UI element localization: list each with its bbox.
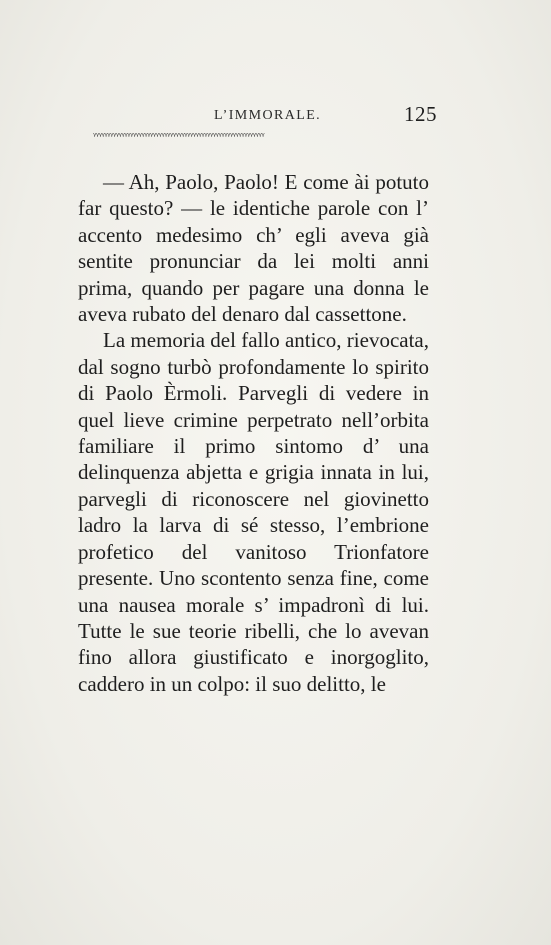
paragraph-2: La memoria del fallo antico, rievocata, dal sogno turbò profondamente lo spirito di Paolo Èrmoli. Parvegli di vedere in quel lieve crimine perpetrato nell’orbita familiare il primo sintomo d’ una delinquenza abjetta e grigia innata in lui, parvegli di riconoscere nel giovinetto ladro la larva di sé stesso, l’embrione profetico del vanitoso Trionfatore presente. Uno scontento senza fine, come una nausea morale s’ impadronì di lui. Tutte le sue teorie ribelli, che lo avevan fino allora giustificato e inorgoglito, caddero in un colpo: il suo delitto, le bbox=[78, 328, 429, 696]
page-header bbox=[92, 102, 437, 128]
paragraph-1: — Ah, Paolo, Paolo! E come ài potuto far questo? — le identiche parole con l’ accento medesimo ch’ egli aveva già sentite pronunciar da lei molti anni prima, quando per pagare una donna le aveva rubato del denaro dal cassettone. bbox=[78, 170, 429, 327]
ornamental-rule: ᵞᵞᵞᵞᵞᵞᵞᵞᵞᵞᵞᵞᵞᵞᵞᵞᵞᵞᵞᵞᵞᵞᵞᵞᵞᵞᵞᵞᵞᵞᵞᵞᵞᵞᵞᵞᵞᵞᵞᵞᵞᵞᵞᵞᵞᵞᵞᵞᵞᵞᵞᵞᵞᵞᵞᵞᵞᵞᵞᵞ bbox=[93, 132, 265, 142]
page-number: 125 bbox=[404, 102, 437, 126]
running-title: L’IMMORALE. bbox=[214, 108, 322, 123]
body-text bbox=[78, 169, 429, 697]
